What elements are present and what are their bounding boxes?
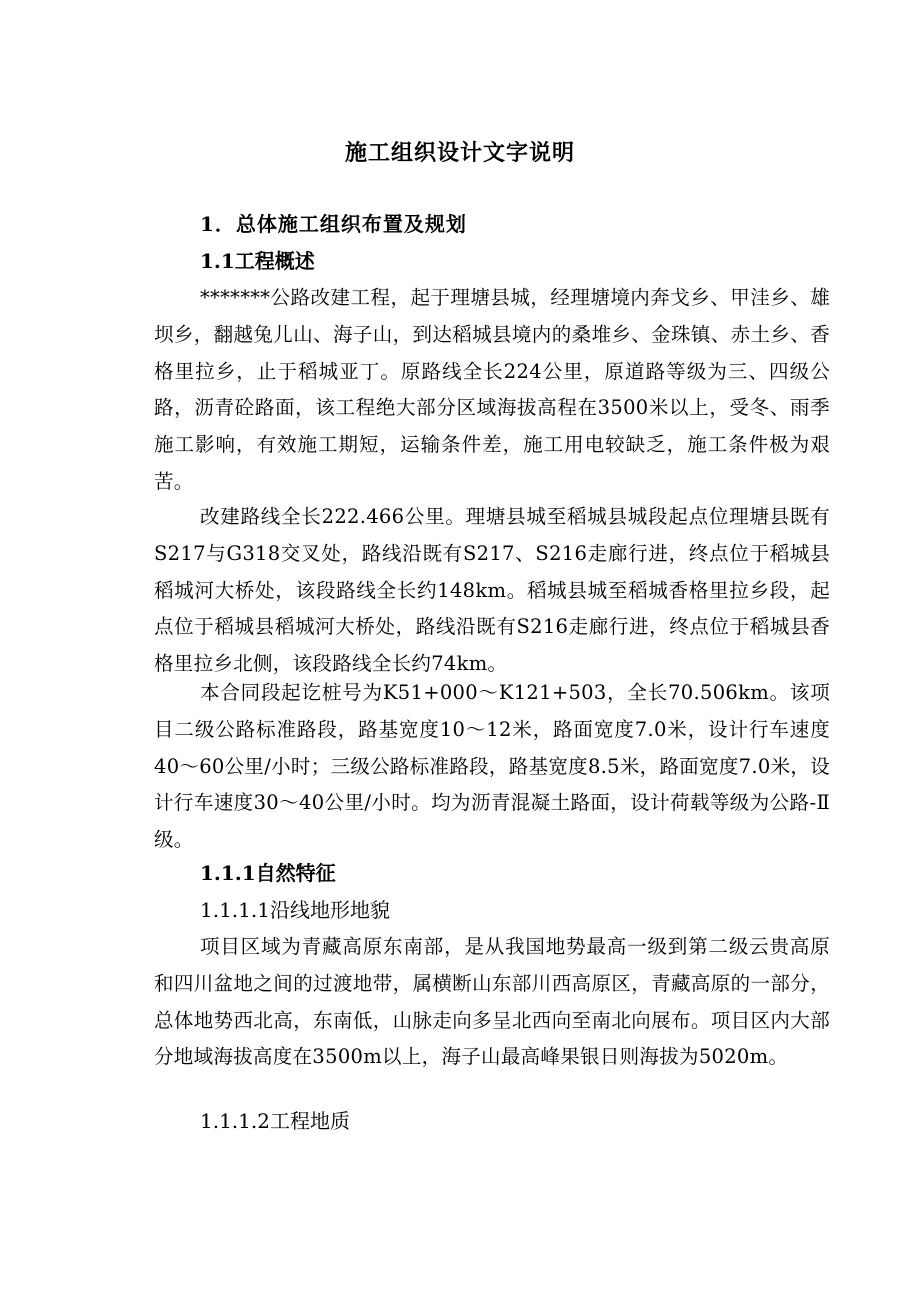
section-heading-1-1-1-2: 1.1.1.2工程地质 <box>200 1109 350 1133</box>
section-heading-1-1-1-1: 1.1.1.1沿线地形地貌 <box>200 898 390 922</box>
paragraph-terrain: 项目区域为青藏高原东南部，是从我国地势最高一级到第二级云贵高原和四川盆地之间的过渡地带，属横断山东部川西高原区，青藏高原的一部分，总体地势西北高，东南低，山脉走向多呈北西向至南北向展布。项目区内大部分地域海拔高度在3500m以上，海子山最高峰果银日则海拔为5020m。 <box>154 935 830 1069</box>
paragraph-project-overview: *******公路改建工程，起于理塘县城，经理塘境内奔戈乡、甲洼乡、雄坝乡，翻越兔儿山、海子山，到达稻城县境内的桑堆乡、金珠镇、赤土乡、香格里拉乡，止于稻城亚丁。原路线全长224公里，原道路等级为三、四级公路，沥青砼路面，该工程绝大部分区域海拔高程在3500米以上，受冬、雨季施工影响，有效施工期短，运输条件差，施工用电较缺乏，施工条件极为艰苦。 <box>154 286 830 493</box>
document-title: 施工组织设计文字说明 <box>344 140 575 166</box>
paragraph-route-description: 改建路线全长222.466公里。理塘县城至稻城县城段起点位理塘县既有S217与G318交叉处，路线沿既有S217、S216走廊行进，终点位于稻城县稻城河大桥处，该段路线全长约148km。稻城县城至稻城香格里拉乡段，起点位于稻城县稻城河大桥处，路线沿既有S216走廊行进，终点位于稻城县香格里拉乡北侧，该段路线全长约74km。 <box>154 505 830 676</box>
section-heading-1-1-1: 1.1.1自然特征 <box>200 861 336 885</box>
section-heading-1: 1．总体施工组织布置及规划 <box>200 212 467 236</box>
section-heading-1-1: 1.1工程概述 <box>200 249 315 273</box>
paragraph-contract-section: 本合同段起讫桩号为K51+000～K121+503，全长70.506km。该项目二级公路标准路段，路基宽度10～12米，路面宽度7.0米，设计行车速度40～60公里/小时；三级公路标准路段，路基宽度8.5米，路面宽度7.0米，设计行车速度30～40公里/小时。均为沥青混凝土路面，设计荷载等级为公路-Ⅱ级。 <box>154 681 830 852</box>
